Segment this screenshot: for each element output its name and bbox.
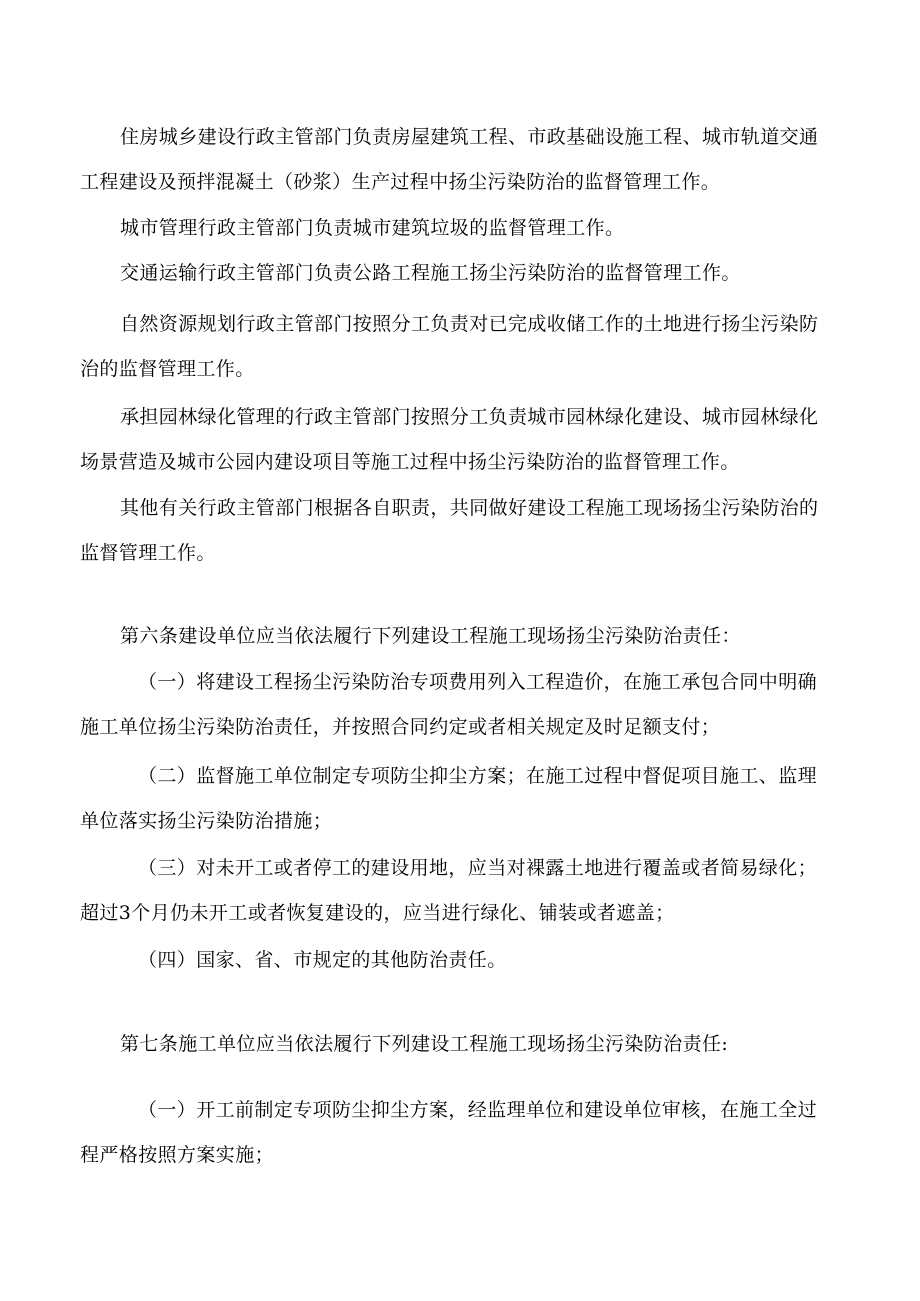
paragraph-city-management: 城市管理行政主管部门负责城市建筑垃圾的监督管理工作。: [120, 217, 625, 239]
article-6-item-2: （二）监督施工单位制定专项防尘抑尘方案；在施工过程中督促项目施工、监理单位落实扬尘污染防治措施；: [80, 765, 818, 832]
paragraph-housing-dept: 住房城乡建设行政主管部门负责房屋建筑工程、市政基础设施工程、城市轨道交通工程建设及预拌混凝土（砂浆）生产过程中扬尘污染防治的监督管理工作。: [80, 126, 819, 193]
article-7-item-1: （一）开工前制定专项防尘抑尘方案，经监理单位和建设单位审核，在施工全过程严格按照方案实施；: [80, 1099, 818, 1166]
article-6-item-4: （四）国家、省、市规定的其他防治责任。: [138, 949, 507, 971]
article-7-heading: 第七条施工单位应当依法履行下列建设工程施工现场扬尘污染防治责任:: [120, 1033, 729, 1055]
paragraph-transport: 交通运输行政主管部门负责公路工程施工扬尘污染防治的监督管理工作。: [120, 262, 741, 284]
article-6-item-3: （三）对未开工或者停工的建设用地，应当对裸露土地进行覆盖或者简易绿化；超过3个月仍未开工或者恢复建设的，应当进行绿化、铺装或者遮盖；: [80, 857, 818, 924]
paragraph-other-depts: 其他有关行政主管部门根据各自职责，共同做好建设工程施工现场扬尘污染防治的监督管理工作。: [80, 497, 819, 564]
paragraph-natural-resources: 自然资源规划行政主管部门按照分工负责对已完成收储工作的土地进行扬尘污染防治的监督管理工作。: [80, 313, 819, 380]
article-6-heading: 第六条建设单位应当依法履行下列建设工程施工现场扬尘污染防治责任：: [120, 625, 741, 647]
paragraph-landscaping: 承担园林绿化管理的行政主管部门按照分工负责城市园林绿化建设、城市园林绿化场景营造及城市公园内建设项目等施工过程中扬尘污染防治的监督管理工作。: [80, 406, 819, 473]
article-6-item-1: （一）将建设工程扬尘污染防治专项费用列入工程造价，在施工承包合同中明确施工单位扬尘污染防治责任，并按照合同约定或者相关规定及时足额支付；: [80, 671, 818, 738]
